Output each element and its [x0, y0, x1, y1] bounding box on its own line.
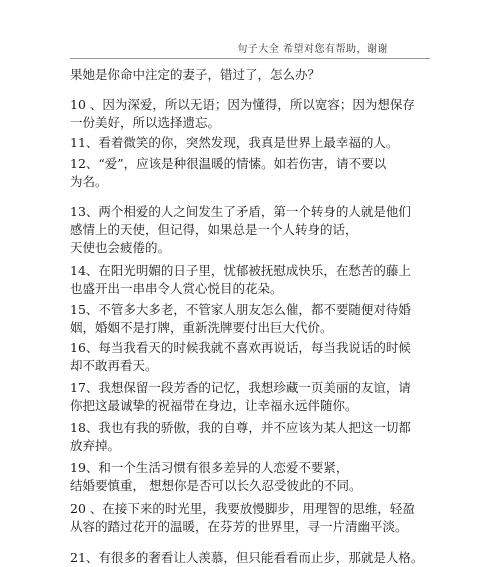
text-line: 放弃掉。 [70, 438, 121, 453]
header-divider [70, 58, 430, 59]
text-line: 一份美好，所以选择遗忘。 [70, 115, 221, 130]
text-line: 10 、因为深爱，所以无语；因为懂得，所以宽容；因为想保存 [70, 97, 415, 112]
text-line: 16、每当我看天的时候我就不喜欢再说话，每当我说话的时候 [70, 340, 411, 355]
text-line: 13、两个相爱的人之间发生了矛盾，第一个转身的人就是他们 [70, 204, 411, 219]
text-line: 天使也会疲倦的。 [70, 240, 171, 255]
paragraph-21 [70, 549, 424, 567]
paragraph-19 [70, 459, 415, 495]
text-line: 20 、在接下来的时光里，我要放慢脚步，用理智的思维，轻盈 [70, 501, 415, 516]
text-line: 19、和一个生活习惯有很多差异的人恋爱不要紧， [70, 460, 349, 475]
text-line: 15、不管多大多老，不管家人朋友怎么催，都不要随便对待婚 [70, 302, 411, 317]
paragraph-12 [70, 155, 415, 191]
text-line: 姻，婚姻不是打牌，重新洗牌要付出巨大代价。 [70, 320, 333, 335]
paragraph-15 [70, 301, 415, 337]
paragraph-20 [70, 500, 415, 536]
text-line: 21、有很多的奢看让人羡慕，但只能看看而止步，那就是人格。 [70, 550, 424, 565]
text-line: 18、我也有我的骄傲，我的自尊，并不应该为某人把这一切都 [70, 420, 411, 435]
text-line: 17、我想保留一段芳香的记忆，我想珍藏一页美丽的友谊，请 [70, 380, 411, 395]
paragraph-10 [70, 96, 415, 132]
paragraph-continuation [70, 66, 415, 84]
text-line: 也盛开出一串串令人赏心悦目的花朵。 [70, 281, 283, 296]
paragraph-18 [70, 419, 415, 455]
text-line: 结婚要慎重， 想想你是否可以长久忍受彼此的不同。 [70, 478, 362, 493]
text-line: 14、在阳光明媚的日子里，忧郁被抚慰成快乐，在愁苦的藤上 [70, 263, 411, 278]
text-line: 感情上的天使，但记得，如果总是一个人转身的话， [70, 222, 358, 237]
paragraph-11 [70, 134, 415, 152]
header-text: 句子大全 希望对您有帮助，谢谢 [237, 44, 388, 55]
paragraph-17 [70, 379, 415, 415]
text-line: 你把这最诚挚的祝福带在身边，让幸福永远伴随你。 [70, 398, 358, 413]
text-line: 为名。 [70, 174, 108, 189]
paragraph-16 [70, 339, 415, 375]
text-line: 11、看着微笑的你，突然发现，我真是世界上最幸福的人。 [70, 135, 399, 150]
paragraph-14 [70, 262, 415, 298]
text-line: 却不敢再看天。 [70, 358, 158, 373]
text-line: 果她是你命中注定的妻子，错过了，怎么办？ [70, 67, 321, 82]
text-line: 12、“爱”，应该是种很温暖的情愫。如若伤害，请不要以 [70, 156, 387, 171]
text-line: 从容的踏过花开的温暖，在芬芳的世界里，寻一片清幽平淡。 [70, 519, 408, 534]
paragraph-13 [70, 203, 415, 257]
page-header [0, 0, 500, 60]
